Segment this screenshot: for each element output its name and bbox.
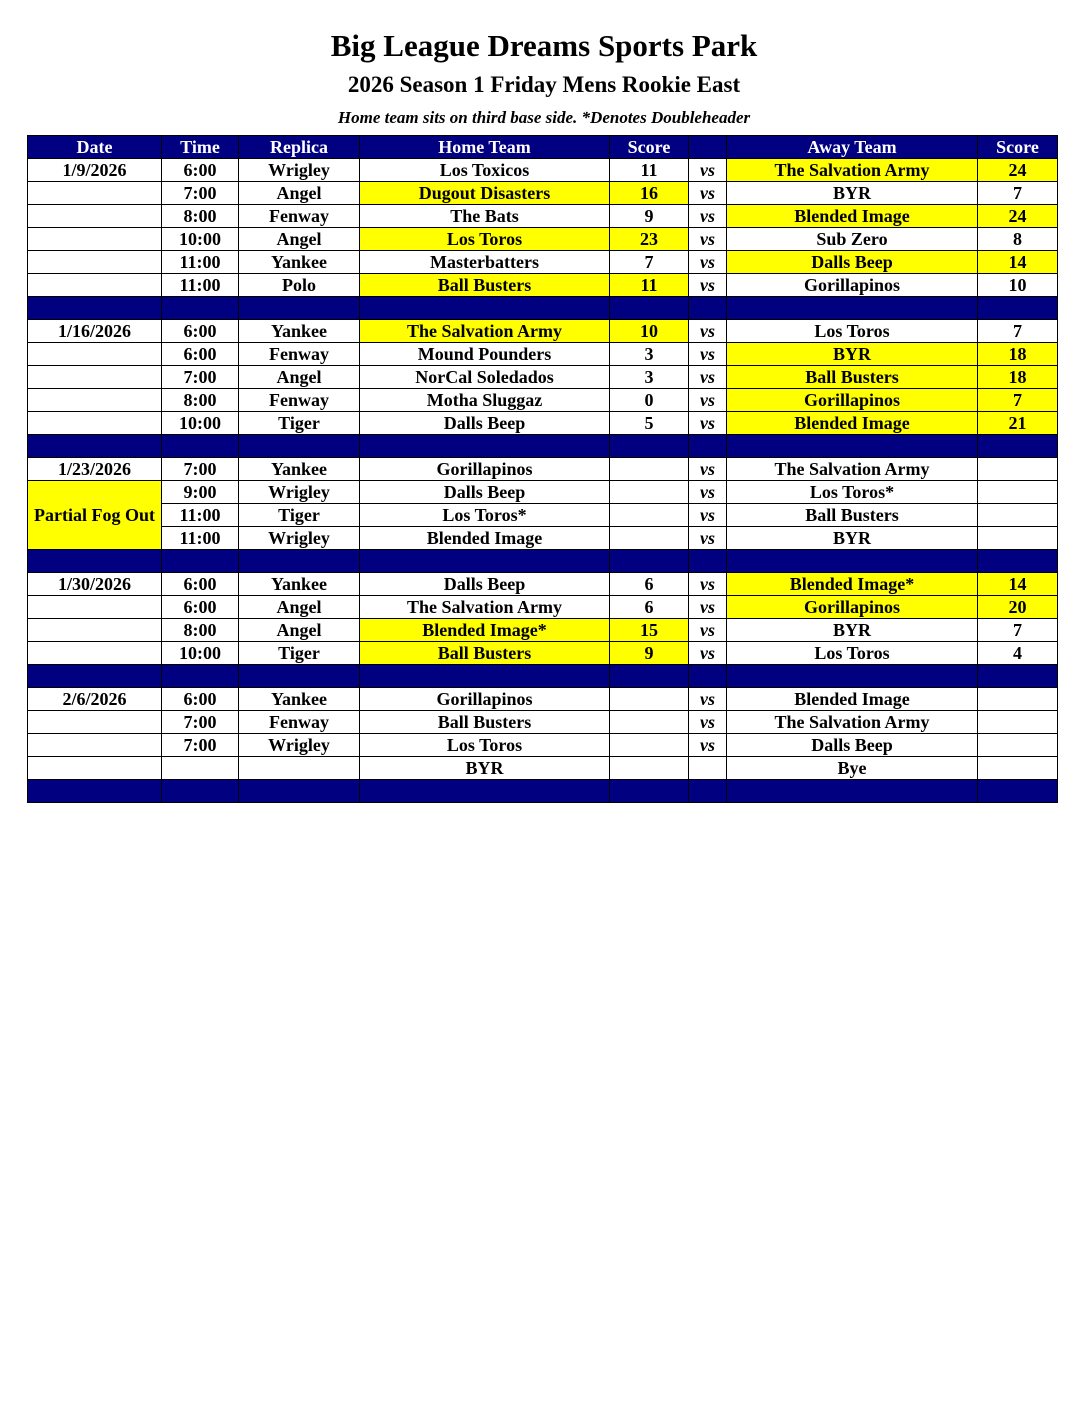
home-score-cell: 11 bbox=[610, 274, 689, 297]
date-cell: 2/6/2026 bbox=[28, 688, 162, 711]
date-cell: 1/23/2026 bbox=[28, 458, 162, 481]
home-team-cell: BYR bbox=[360, 757, 610, 780]
away-score-cell bbox=[978, 688, 1058, 711]
home-team-cell: Los Toros bbox=[360, 228, 610, 251]
game-row bbox=[28, 182, 1058, 205]
field-cell: Polo bbox=[239, 274, 360, 297]
away-score-cell bbox=[978, 757, 1058, 780]
week-separator bbox=[28, 550, 1058, 573]
away-team-cell: Sub Zero bbox=[727, 228, 978, 251]
game-row bbox=[28, 251, 1058, 274]
vs-cell: vs bbox=[689, 274, 727, 297]
separator-cell bbox=[28, 550, 162, 573]
game-row bbox=[28, 596, 1058, 619]
vs-cell: vs bbox=[689, 642, 727, 665]
separator-cell bbox=[28, 435, 162, 458]
home-team-cell: Gorillapinos bbox=[360, 688, 610, 711]
separator-cell bbox=[727, 550, 978, 573]
away-score-cell: 7 bbox=[978, 619, 1058, 642]
col-header-replica: Replica bbox=[239, 136, 360, 159]
away-team-cell: Bye bbox=[727, 757, 978, 780]
date-cell bbox=[28, 343, 162, 366]
away-team-cell: Blended Image bbox=[727, 205, 978, 228]
time-cell: 7:00 bbox=[162, 734, 239, 757]
time-cell: 6:00 bbox=[162, 320, 239, 343]
time-cell: 10:00 bbox=[162, 412, 239, 435]
vs-cell: vs bbox=[689, 619, 727, 642]
separator-cell bbox=[239, 550, 360, 573]
field-cell: Yankee bbox=[239, 573, 360, 596]
away-score-cell: 18 bbox=[978, 366, 1058, 389]
away-score-cell: 20 bbox=[978, 596, 1058, 619]
separator-cell bbox=[239, 435, 360, 458]
date-cell: 1/9/2026 bbox=[28, 159, 162, 182]
home-score-cell: 16 bbox=[610, 182, 689, 205]
field-cell: Fenway bbox=[239, 711, 360, 734]
field-cell: Fenway bbox=[239, 205, 360, 228]
col-header-vs bbox=[689, 136, 727, 159]
separator-cell bbox=[239, 297, 360, 320]
home-score-cell: 10 bbox=[610, 320, 689, 343]
home-score-cell: 0 bbox=[610, 389, 689, 412]
separator-cell bbox=[978, 550, 1058, 573]
away-team-cell: Blended Image* bbox=[727, 573, 978, 596]
separator-cell bbox=[727, 297, 978, 320]
away-team-cell: BYR bbox=[727, 182, 978, 205]
field-cell bbox=[239, 757, 360, 780]
separator-cell bbox=[689, 665, 727, 688]
vs-cell: vs bbox=[689, 343, 727, 366]
game-row bbox=[28, 389, 1058, 412]
separator-cell bbox=[727, 780, 978, 803]
time-cell: 8:00 bbox=[162, 205, 239, 228]
home-team-cell: Blended Image* bbox=[360, 619, 610, 642]
separator-cell bbox=[360, 550, 610, 573]
week-separator bbox=[28, 665, 1058, 688]
vs-cell: vs bbox=[689, 596, 727, 619]
game-row bbox=[28, 642, 1058, 665]
time-cell: 10:00 bbox=[162, 642, 239, 665]
separator-cell bbox=[239, 780, 360, 803]
separator-cell bbox=[610, 550, 689, 573]
date-cell: 1/30/2026 bbox=[28, 573, 162, 596]
home-score-cell: 9 bbox=[610, 205, 689, 228]
separator-cell bbox=[978, 435, 1058, 458]
date-cell bbox=[28, 366, 162, 389]
away-team-cell: BYR bbox=[727, 343, 978, 366]
home-score-cell: 15 bbox=[610, 619, 689, 642]
away-team-cell: BYR bbox=[727, 619, 978, 642]
away-score-cell bbox=[978, 527, 1058, 550]
date-cell bbox=[28, 182, 162, 205]
home-team-cell: Los Toxicos bbox=[360, 159, 610, 182]
time-cell: 6:00 bbox=[162, 688, 239, 711]
vs-cell: vs bbox=[689, 228, 727, 251]
separator-cell bbox=[162, 550, 239, 573]
week-separator bbox=[28, 435, 1058, 458]
home-team-cell: Gorillapinos bbox=[360, 458, 610, 481]
away-score-cell: 7 bbox=[978, 320, 1058, 343]
date-cell bbox=[28, 757, 162, 780]
time-cell: 6:00 bbox=[162, 573, 239, 596]
away-score-cell: 18 bbox=[978, 343, 1058, 366]
away-team-cell: Los Toros bbox=[727, 320, 978, 343]
away-score-cell bbox=[978, 458, 1058, 481]
vs-cell: vs bbox=[689, 251, 727, 274]
date-cell bbox=[28, 228, 162, 251]
separator-cell bbox=[978, 297, 1058, 320]
home-score-cell: 7 bbox=[610, 251, 689, 274]
game-row bbox=[28, 366, 1058, 389]
home-team-cell: Los Toros bbox=[360, 734, 610, 757]
fog-note-cell: Partial Fog Out bbox=[28, 481, 162, 550]
field-cell: Tiger bbox=[239, 642, 360, 665]
vs-cell: vs bbox=[689, 389, 727, 412]
separator-cell bbox=[162, 665, 239, 688]
separator-cell bbox=[689, 297, 727, 320]
vs-cell: vs bbox=[689, 458, 727, 481]
game-row bbox=[28, 619, 1058, 642]
time-cell: 8:00 bbox=[162, 389, 239, 412]
vs-cell: vs bbox=[689, 159, 727, 182]
home-score-cell bbox=[610, 757, 689, 780]
home-team-cell: Dugout Disasters bbox=[360, 182, 610, 205]
away-team-cell: Ball Busters bbox=[727, 504, 978, 527]
away-score-cell: 4 bbox=[978, 642, 1058, 665]
field-cell: Fenway bbox=[239, 343, 360, 366]
field-cell: Angel bbox=[239, 619, 360, 642]
game-row bbox=[28, 504, 1058, 527]
home-team-cell: NorCal Soledados bbox=[360, 366, 610, 389]
game-row bbox=[28, 688, 1058, 711]
separator-cell bbox=[28, 780, 162, 803]
game-row bbox=[28, 711, 1058, 734]
home-score-cell bbox=[610, 458, 689, 481]
separator-cell bbox=[162, 435, 239, 458]
home-team-cell: Motha Sluggaz bbox=[360, 389, 610, 412]
game-row bbox=[28, 481, 1058, 504]
vs-cell: vs bbox=[689, 711, 727, 734]
home-team-cell: Ball Busters bbox=[360, 642, 610, 665]
field-cell: Yankee bbox=[239, 251, 360, 274]
home-team-cell: Los Toros* bbox=[360, 504, 610, 527]
home-score-cell: 11 bbox=[610, 159, 689, 182]
away-score-cell: 7 bbox=[978, 389, 1058, 412]
vs-cell: vs bbox=[689, 366, 727, 389]
page-subtitle: 2026 Season 1 Friday Mens Rookie East bbox=[347, 72, 741, 97]
time-cell: 11:00 bbox=[162, 504, 239, 527]
schedule-body bbox=[28, 159, 1058, 803]
separator-cell bbox=[28, 665, 162, 688]
date-cell bbox=[28, 711, 162, 734]
away-team-cell: Gorillapinos bbox=[727, 274, 978, 297]
time-cell bbox=[162, 757, 239, 780]
game-row bbox=[28, 573, 1058, 596]
game-row bbox=[28, 757, 1058, 780]
page-title: Big League Dreams Sports Park bbox=[330, 28, 758, 63]
game-row bbox=[28, 228, 1058, 251]
home-team-cell: Masterbatters bbox=[360, 251, 610, 274]
field-cell: Fenway bbox=[239, 389, 360, 412]
field-cell: Yankee bbox=[239, 320, 360, 343]
game-row bbox=[28, 412, 1058, 435]
away-score-cell bbox=[978, 504, 1058, 527]
date-cell bbox=[28, 205, 162, 228]
date-cell bbox=[28, 734, 162, 757]
field-cell: Angel bbox=[239, 182, 360, 205]
field-cell: Tiger bbox=[239, 504, 360, 527]
home-team-cell: The Bats bbox=[360, 205, 610, 228]
field-cell: Wrigley bbox=[239, 527, 360, 550]
home-score-cell bbox=[610, 711, 689, 734]
separator-cell bbox=[360, 665, 610, 688]
time-cell: 7:00 bbox=[162, 182, 239, 205]
game-row bbox=[28, 343, 1058, 366]
home-score-cell: 6 bbox=[610, 596, 689, 619]
home-score-cell: 6 bbox=[610, 573, 689, 596]
col-header-home-score: Score bbox=[610, 136, 689, 159]
home-score-cell: 9 bbox=[610, 642, 689, 665]
home-score-cell: 23 bbox=[610, 228, 689, 251]
away-score-cell: 10 bbox=[978, 274, 1058, 297]
home-score-cell bbox=[610, 527, 689, 550]
home-score-cell bbox=[610, 734, 689, 757]
time-cell: 10:00 bbox=[162, 228, 239, 251]
vs-cell bbox=[689, 757, 727, 780]
away-team-cell: Dalls Beep bbox=[727, 251, 978, 274]
away-score-cell: 21 bbox=[978, 412, 1058, 435]
home-team-cell: Dalls Beep bbox=[360, 481, 610, 504]
separator-cell bbox=[727, 435, 978, 458]
home-score-cell bbox=[610, 688, 689, 711]
away-team-cell: BYR bbox=[727, 527, 978, 550]
field-cell: Yankee bbox=[239, 688, 360, 711]
date-cell bbox=[28, 389, 162, 412]
vs-cell: vs bbox=[689, 504, 727, 527]
game-row bbox=[28, 458, 1058, 481]
game-row bbox=[28, 159, 1058, 182]
home-team-cell: Dalls Beep bbox=[360, 573, 610, 596]
home-team-cell: Ball Busters bbox=[360, 274, 610, 297]
separator-cell bbox=[610, 435, 689, 458]
away-score-cell bbox=[978, 711, 1058, 734]
col-header-away-team: Away Team bbox=[727, 136, 978, 159]
away-team-cell: Dalls Beep bbox=[727, 734, 978, 757]
separator-cell bbox=[978, 665, 1058, 688]
away-score-cell: 7 bbox=[978, 182, 1058, 205]
col-header-time: Time bbox=[162, 136, 239, 159]
separator-cell bbox=[978, 780, 1058, 803]
vs-cell: vs bbox=[689, 734, 727, 757]
vs-cell: vs bbox=[689, 688, 727, 711]
field-cell: Angel bbox=[239, 228, 360, 251]
away-team-cell: The Salvation Army bbox=[727, 159, 978, 182]
time-cell: 11:00 bbox=[162, 274, 239, 297]
time-cell: 8:00 bbox=[162, 619, 239, 642]
game-row bbox=[28, 205, 1058, 228]
field-cell: Angel bbox=[239, 366, 360, 389]
field-cell: Wrigley bbox=[239, 734, 360, 757]
home-team-cell: The Salvation Army bbox=[360, 320, 610, 343]
away-score-cell: 14 bbox=[978, 573, 1058, 596]
home-score-cell: 3 bbox=[610, 343, 689, 366]
time-cell: 7:00 bbox=[162, 458, 239, 481]
game-row bbox=[28, 527, 1058, 550]
separator-cell bbox=[689, 435, 727, 458]
separator-cell bbox=[239, 665, 360, 688]
home-team-cell: Blended Image bbox=[360, 527, 610, 550]
header-row bbox=[28, 136, 1058, 159]
game-row bbox=[28, 320, 1058, 343]
time-cell: 7:00 bbox=[162, 711, 239, 734]
schedule-table bbox=[27, 135, 1058, 803]
vs-cell: vs bbox=[689, 481, 727, 504]
field-cell: Tiger bbox=[239, 412, 360, 435]
time-cell: 9:00 bbox=[162, 481, 239, 504]
away-score-cell: 8 bbox=[978, 228, 1058, 251]
col-header-date: Date bbox=[28, 136, 162, 159]
home-team-cell: Dalls Beep bbox=[360, 412, 610, 435]
separator-cell bbox=[610, 780, 689, 803]
header-note: Home team sits on third base side. *Denotes Doubleheader bbox=[337, 108, 751, 127]
time-cell: 6:00 bbox=[162, 596, 239, 619]
separator-cell bbox=[360, 297, 610, 320]
vs-cell: vs bbox=[689, 527, 727, 550]
time-cell: 7:00 bbox=[162, 366, 239, 389]
date-cell bbox=[28, 251, 162, 274]
week-separator bbox=[28, 780, 1058, 803]
time-cell: 11:00 bbox=[162, 527, 239, 550]
away-score-cell: 24 bbox=[978, 205, 1058, 228]
away-score-cell bbox=[978, 734, 1058, 757]
separator-cell bbox=[610, 665, 689, 688]
away-team-cell: Gorillapinos bbox=[727, 389, 978, 412]
game-row bbox=[28, 274, 1058, 297]
away-team-cell: Los Toros* bbox=[727, 481, 978, 504]
separator-cell bbox=[689, 550, 727, 573]
away-team-cell: Blended Image bbox=[727, 688, 978, 711]
separator-cell bbox=[610, 297, 689, 320]
separator-cell bbox=[28, 297, 162, 320]
away-team-cell: Gorillapinos bbox=[727, 596, 978, 619]
week-separator bbox=[28, 297, 1058, 320]
col-header-away-score: Score bbox=[978, 136, 1058, 159]
time-cell: 6:00 bbox=[162, 343, 239, 366]
away-team-cell: The Salvation Army bbox=[727, 458, 978, 481]
field-cell: Wrigley bbox=[239, 481, 360, 504]
vs-cell: vs bbox=[689, 205, 727, 228]
home-score-cell bbox=[610, 504, 689, 527]
home-score-cell: 5 bbox=[610, 412, 689, 435]
away-score-cell: 14 bbox=[978, 251, 1058, 274]
away-team-cell: Ball Busters bbox=[727, 366, 978, 389]
home-score-cell bbox=[610, 481, 689, 504]
date-cell bbox=[28, 619, 162, 642]
field-cell: Wrigley bbox=[239, 159, 360, 182]
separator-cell bbox=[360, 435, 610, 458]
separator-cell bbox=[162, 780, 239, 803]
field-cell: Angel bbox=[239, 596, 360, 619]
home-score-cell: 3 bbox=[610, 366, 689, 389]
time-cell: 6:00 bbox=[162, 159, 239, 182]
vs-cell: vs bbox=[689, 573, 727, 596]
separator-cell bbox=[727, 665, 978, 688]
away-score-cell: 24 bbox=[978, 159, 1058, 182]
date-cell bbox=[28, 642, 162, 665]
vs-cell: vs bbox=[689, 182, 727, 205]
vs-cell: vs bbox=[689, 320, 727, 343]
separator-cell bbox=[360, 780, 610, 803]
away-team-cell: The Salvation Army bbox=[727, 711, 978, 734]
home-team-cell: Mound Pounders bbox=[360, 343, 610, 366]
field-cell: Yankee bbox=[239, 458, 360, 481]
home-team-cell: Ball Busters bbox=[360, 711, 610, 734]
date-cell bbox=[28, 596, 162, 619]
home-team-cell: The Salvation Army bbox=[360, 596, 610, 619]
vs-cell: vs bbox=[689, 412, 727, 435]
separator-cell bbox=[689, 780, 727, 803]
col-header-home-team: Home Team bbox=[360, 136, 610, 159]
away-team-cell: Blended Image bbox=[727, 412, 978, 435]
date-cell bbox=[28, 274, 162, 297]
away-team-cell: Los Toros bbox=[727, 642, 978, 665]
date-cell: 1/16/2026 bbox=[28, 320, 162, 343]
time-cell: 11:00 bbox=[162, 251, 239, 274]
away-score-cell bbox=[978, 481, 1058, 504]
date-cell bbox=[28, 412, 162, 435]
game-row bbox=[28, 734, 1058, 757]
separator-cell bbox=[162, 297, 239, 320]
